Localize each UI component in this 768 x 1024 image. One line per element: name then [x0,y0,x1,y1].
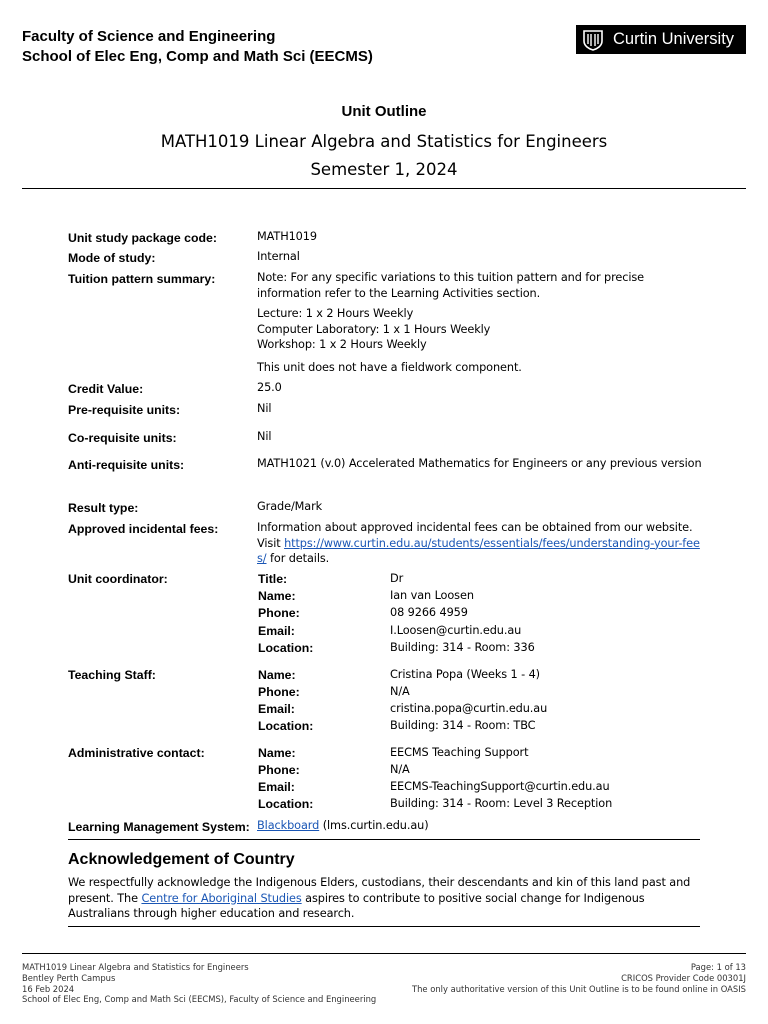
coordinator-name-value: Ian van Loosen [390,589,474,602]
fees-label: Approved incidental fees: [68,522,219,536]
footer-divider [22,953,746,954]
semester: Semester 1, 2024 [310,160,458,179]
teaching-label: Teaching Staff: [68,668,156,682]
tuition-label: Tuition pattern summary: [68,272,216,286]
teaching-email-label: Email: [258,702,295,716]
coordinator-email-value: I.Loosen@curtin.edu.au [390,624,522,637]
prereq-value: Nil [257,402,272,415]
tuition-fieldwork: This unit does not have a fieldwork component. [257,361,522,374]
admin-location-value: Building: 314 - Room: Level 3 Reception [390,797,613,810]
faculty-name: Faculty of Science and Engineering [22,28,276,45]
lms-label: Learning Management System: [68,820,250,834]
coreq-value: Nil [257,430,272,443]
fees-text-1: Information about approved incidental fees can be obtained from our website. Visit [257,521,693,550]
teaching-name-label: Name: [258,668,296,682]
footer-authority: The only authoritative version of this Unit Outline is to be found online in OASIS [411,983,746,994]
admin-label: Administrative contact: [68,746,205,760]
footer-date: 16 Feb 2024 [22,983,75,994]
credit-label: Credit Value: [68,382,144,396]
coordinator-location-label: Location: [258,641,314,655]
teaching-location-label: Location: [258,719,314,733]
mode-value: Internal [257,250,300,263]
curtin-logo [576,25,746,54]
antireq-value: MATH1021 (v.0) Accelerated Mathematics for Engineers or any previous version [257,457,702,470]
coordinator-email-label: Email: [258,624,295,638]
admin-phone-value: N/A [390,763,410,776]
coordinator-name-label: Name: [258,589,296,603]
ack-text-2: aspires to contribute to positive social change for Indigenous Australians through higher education and research. [68,891,645,920]
result-value: Grade/Mark [257,500,323,513]
school-name: School of Elec Eng, Comp and Math Sci (EECMS) [22,48,373,65]
lms-value [257,818,702,834]
crest-icon [582,29,604,51]
teaching-phone-value: N/A [390,685,410,698]
doc-type: Unit Outline [341,103,427,120]
blackboard-link[interactable]: Blackboard [257,819,320,832]
divider [68,839,700,840]
admin-location-label: Location: [258,797,314,811]
teaching-email-value: cristina.popa@curtin.edu.au [390,702,548,715]
footer-right [412,962,746,994]
admin-name-value: EECMS Teaching Support [390,746,529,759]
prereq-label: Pre-requisite units: [68,403,181,417]
antireq-label: Anti-requisite units: [68,458,185,472]
study-package-label: Unit study package code: [68,231,217,245]
teaching-phone-label: Phone: [258,685,300,699]
mode-label: Mode of study: [68,251,156,265]
admin-email-value: EECMS-TeachingSupport@curtin.edu.au [390,780,610,793]
divider [22,188,746,189]
study-package-value: MATH1019 [257,230,317,243]
acknowledgement-heading: Acknowledgement of Country [68,851,295,868]
tuition-note: Note: For any specific variations to this tuition pattern and for precise information refer to the Learning Activities section. [257,271,645,300]
fees-link[interactable]: https://www.curtin.edu.au/students/essentials/fees/understanding-your-fees/ [257,536,700,565]
result-label: Result type: [68,501,139,515]
footer-page: Page: 1 of 13 [690,962,746,972]
credit-value: 25.0 [257,381,282,394]
logo-text: Curtin University [613,30,735,48]
footer-cricos: CRICOS Provider Code 00301J [621,972,746,983]
coordinator-label: Unit coordinator: [68,572,168,586]
page-title: MATH1019 Linear Algebra and Statistics for Engineers [160,132,608,151]
teaching-name-value: Cristina Popa (Weeks 1 - 4) [390,668,540,681]
divider [68,926,700,927]
acknowledgement-text [68,875,700,922]
teaching-location-value: Building: 314 - Room: TBC [390,719,536,732]
coreq-label: Co-requisite units: [68,431,177,445]
tuition-lab: Computer Laboratory: 1 x 1 Hours Weekly [257,323,491,336]
ack-text-1: We respectfully acknowledge the Indigenous Elders, custodians, their descendants and kin of this land past and present. The [68,876,691,905]
tuition-lecture: Lecture: 1 x 2 Hours Weekly [257,307,414,320]
lms-url-text: (lms.curtin.edu.au) [322,819,429,832]
fees-text-2: for details. [270,552,330,565]
coordinator-title-label: Title: [258,572,288,586]
footer-course: MATH1019 Linear Algebra and Statistics for Engineers [22,962,249,972]
admin-phone-label: Phone: [258,763,300,777]
footer-left [22,962,376,1005]
footer-campus: Bentley Perth Campus [22,972,116,983]
tuition-workshop: Workshop: 1 x 2 Hours Weekly [257,338,427,351]
footer-school: School of Elec Eng, Comp and Math Sci (EECMS), Faculty of Science and Engineering [22,994,377,1005]
admin-name-label: Name: [258,746,296,760]
faculty-header [22,27,373,67]
fees-value [257,520,702,567]
coordinator-phone-value: 08 9266 4959 [390,606,468,619]
centre-link[interactable]: Centre for Aboriginal Studies [141,891,302,905]
coordinator-title-value: Dr [390,572,404,585]
coordinator-phone-label: Phone: [258,606,300,620]
admin-email-label: Email: [258,780,295,794]
coordinator-location-value: Building: 314 - Room: 336 [390,641,535,654]
